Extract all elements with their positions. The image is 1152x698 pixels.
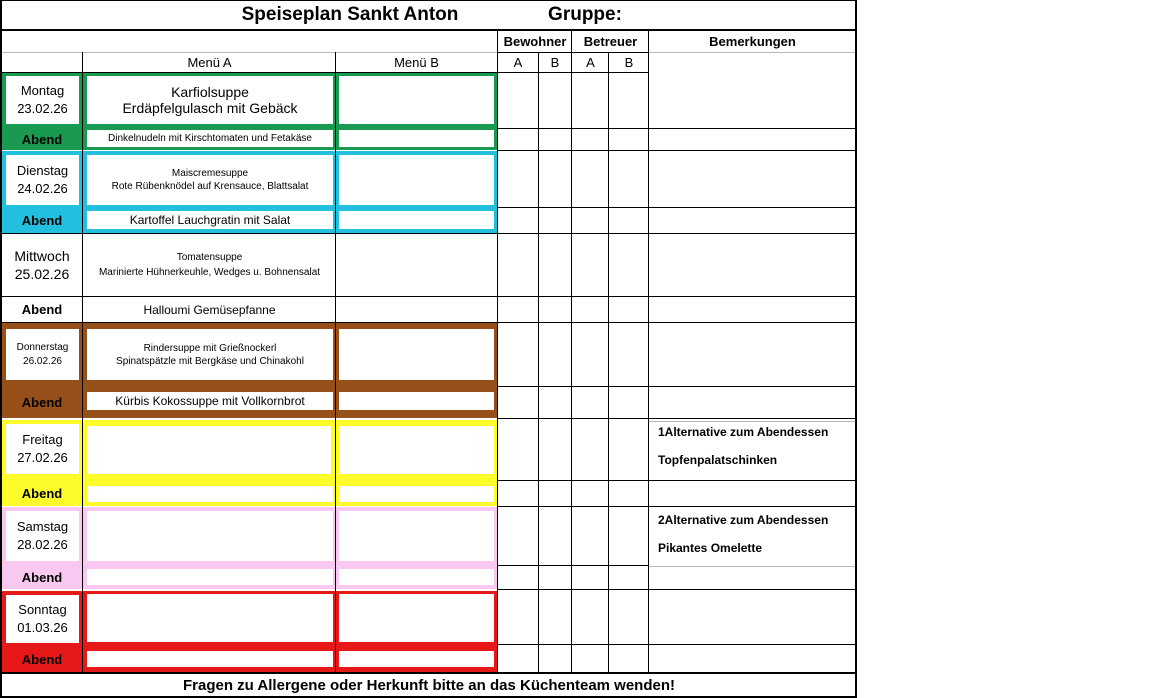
menu-b-lunch [339,329,494,380]
menu-a-evening: Halloumi Gemüsepfanne [143,302,276,317]
day-name: Samstag [16,519,69,534]
day-date: 01.03.26 [17,620,68,635]
remark-title: 2Alternative zum Abendessen [658,513,829,527]
menu-a-evening: Kartoffel Lauchgratin mit Salat [87,211,333,229]
evening-label: Abend [21,212,63,228]
menu-a-main: Rote Rübenknödel auf Krensauce, Blattsalat [111,181,309,192]
menu-a-lunch [87,329,333,380]
col-header-menu-a: Menü A [187,55,232,70]
col-header-betreuer: Betreuer [583,34,638,49]
day-name: Montag [20,83,65,98]
day-cell [6,76,79,124]
day-name: Dienstag [16,163,69,178]
col-header-betreuer-b: B [624,55,634,70]
day-cell [6,595,79,643]
day-name: Mittwoch [14,248,70,264]
day-name: Freitag [22,432,63,447]
menu-b-evening [339,392,494,410]
menu-a-main: Erdäpfelgulasch mit Gebäck [122,100,298,116]
menu-b-lunch [339,594,494,642]
evening-label: Abend [21,302,63,317]
col-header-menu-b: Menü B [394,55,439,70]
day-date: 25.02.26 [14,266,70,282]
menu-b-evening [339,130,494,147]
day-cell [6,511,79,561]
menu-a-lunch [87,511,333,561]
menu-a-evening: Dinkelnudeln mit Kirschtomaten und Fetakäse [87,130,333,147]
menu-a-evening [87,486,333,502]
menu-a-evening [87,569,333,585]
menu-a-lunch [87,155,333,205]
menu-b-lunch [339,426,494,474]
col-header-bewohner-a: A [513,55,523,70]
menu-a-soup: Tomatensuppe [176,252,243,263]
day-name: Sonntag [18,602,67,617]
menu-a-main: Spinatspätzle mit Bergkäse und Chinakohl [116,355,304,367]
page-title: Speiseplan Sankt Anton [241,4,459,25]
remark-box-1 [649,421,856,479]
menu-a-lunch [87,426,331,474]
day-date: 28.02.26 [17,537,68,552]
menu-a-soup: Karfiolsuppe [171,84,249,100]
col-header-bewohner: Bewohner [503,34,567,49]
remark-box-2 [649,508,855,566]
day-cell [6,329,79,380]
day-date: 27.02.26 [17,450,68,465]
day-cell [2,234,82,296]
menu-a-soup: Maiscremesuppe [171,168,249,179]
menu-a-lunch [84,234,335,296]
evening-label: Abend [21,394,63,410]
menu-b-evening [339,211,494,229]
menu-a-lunch [87,76,333,124]
day-date: 24.02.26 [17,181,68,196]
evening-label: Abend [21,651,63,667]
day-name: Donnerstag [16,341,69,353]
menu-b-evening [339,486,494,502]
day-cell [6,424,79,474]
remark-dish: Topfenpalatschinken [658,453,778,467]
day-cell [6,155,79,205]
menu-a-lunch [87,594,333,642]
day-date: 26.02.26 [23,355,62,367]
footer-note: Fragen zu Allergene oder Herkunft bitte an das Küchenteam wenden! [182,676,676,694]
remark-title: 1Alternative zum Abendessen [658,425,829,439]
remark-dish: Pikantes Omelette [658,541,763,555]
menu-b-lunch [339,155,494,205]
menu-a-evening: Kürbis Kokossuppe mit Vollkornbrot [87,392,333,410]
evening-label: Abend [21,485,63,501]
menu-a-soup: Rindersuppe mit Grießnockerl [143,342,277,354]
col-header-bewohner-b: B [550,55,560,70]
evening-label: Abend [21,131,63,147]
menu-a-main: Marinierte Hühnerkeuhle, Wedges u. Bohnensalat [98,267,321,278]
evening-label: Abend [21,569,63,585]
day-date: 23.02.26 [17,101,68,116]
col-header-betreuer-a: A [586,55,595,70]
group-label: Gruppe: [548,4,622,25]
menu-b-evening [339,651,494,667]
menu-b-lunch [339,511,494,561]
menu-a-evening [87,651,333,667]
col-header-bemerkungen: Bemerkungen [709,34,796,49]
menu-b-lunch [339,76,494,124]
menu-b-evening [339,569,494,585]
